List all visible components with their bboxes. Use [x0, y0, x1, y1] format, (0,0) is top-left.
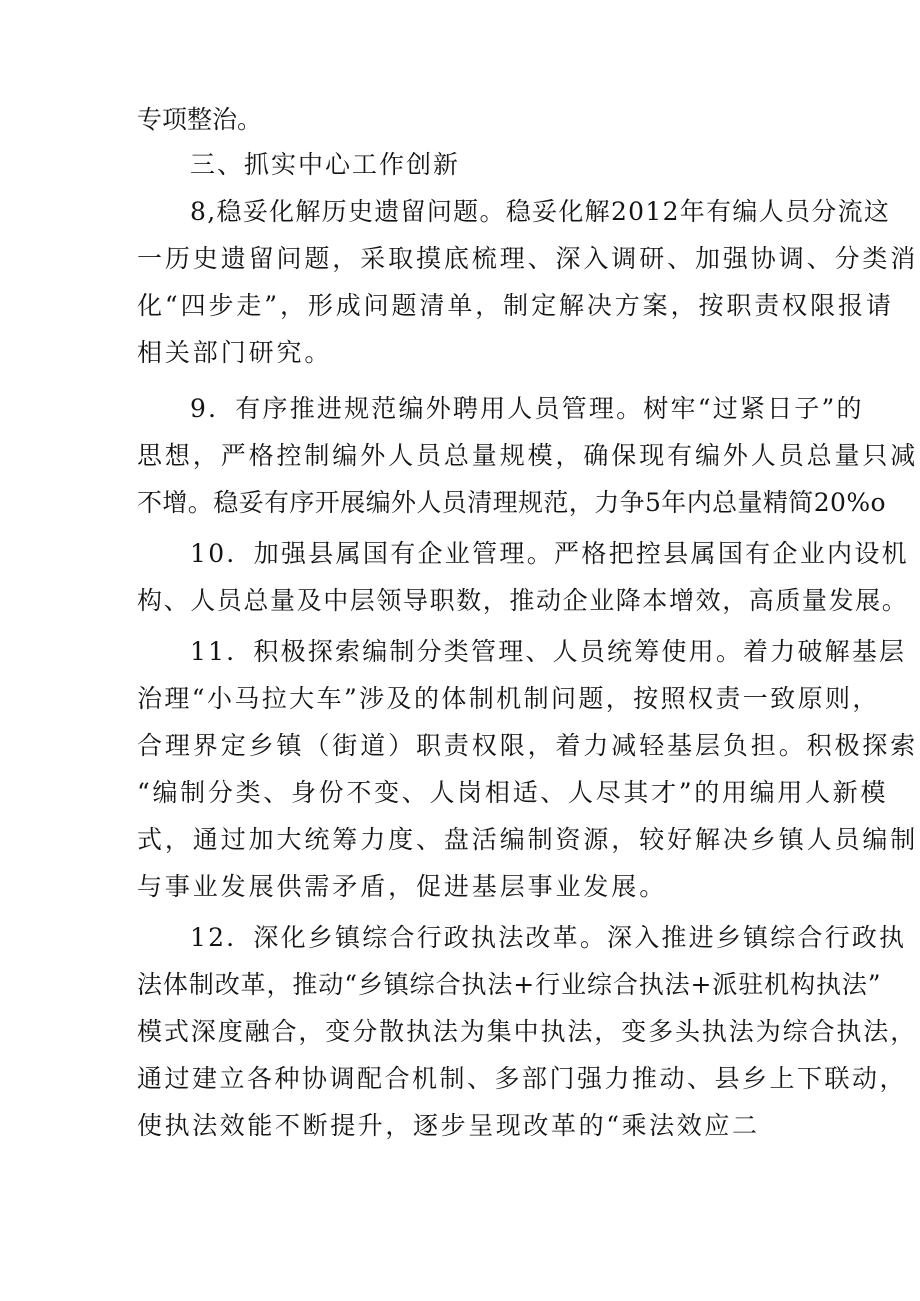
section-heading: 三、抓实中心工作创新	[190, 150, 461, 179]
item-11-line-2: 治理“小马拉大车”涉及的体制机制问题，按照权责一致原则，	[137, 684, 880, 713]
item-12-line-5: 使执法效能不断提升，逐步呈现改革的“乘法效应二	[137, 1111, 760, 1140]
item-11-line-1: 11．积极探索编制分类管理、人员统筹使用。着力破解基层	[190, 637, 907, 666]
item-10-line-2: 构、人员总量及中层领导职数，推动企业降本增效，高质量发展。	[137, 586, 909, 615]
item-9-line-1: 9．有序推进规范编外聘用人员管理。树牢“过紧日子”的	[190, 394, 864, 423]
item-11-line-5: 式，通过加大统筹力度、盘活编制资源，较好解决乡镇人员编制	[137, 825, 919, 854]
item-12-line-3: 模式深度融合，变分散执法为集中执法，变多头执法为综合执法，	[137, 1017, 918, 1046]
item-12-line-4: 通过建立各种协调配合机制、多部门强力推动、县乡上下联动，	[137, 1064, 908, 1093]
item-9-line-2: 思想，严格控制编外人员总量规模，确保现有编外人员总量只减	[137, 441, 919, 470]
item-12-line-1: 12．深化乡镇综合行政执法改革。深入推进乡镇综合行政执	[190, 923, 907, 952]
item-11-line-4: “编制分类、身份不变、人岗相适、人尽其才”的用编用人新模	[137, 778, 889, 807]
item-8-line-2: 一历史遗留问题，采取摸底梳理、深入调研、加强协调、分类消	[137, 244, 919, 273]
item-8-line-3: 化“四步走”，形成问题清单，制定解决方案，按职责权限报请	[137, 291, 894, 320]
item-11-line-3: 合理界定乡镇（街道）职责权限，着力减轻基层负担。积极探索	[137, 731, 919, 760]
item-8-line-1: 8,稳妥化解历史遗留问题。稳妥化解2012年有编人员分流这	[190, 197, 891, 226]
item-11-line-6: 与事业发展供需矛盾，促进基层事业发展。	[137, 872, 668, 901]
item-9-line-3: 不增。稳妥有序开展编外人员清理规范，力争5年内总量精简20%o	[137, 488, 886, 517]
item-12-line-2: 法体制改革，推动“乡镇综合执法+行业综合执法+派驻机构执法”	[137, 970, 882, 999]
item-8-line-4: 相关部门研究。	[137, 338, 333, 367]
item-10-line-1: 10．加强县属国有企业管理。严格把控县属国有企业内设机	[190, 539, 909, 568]
text-line-1: 专项整治。	[137, 105, 263, 134]
